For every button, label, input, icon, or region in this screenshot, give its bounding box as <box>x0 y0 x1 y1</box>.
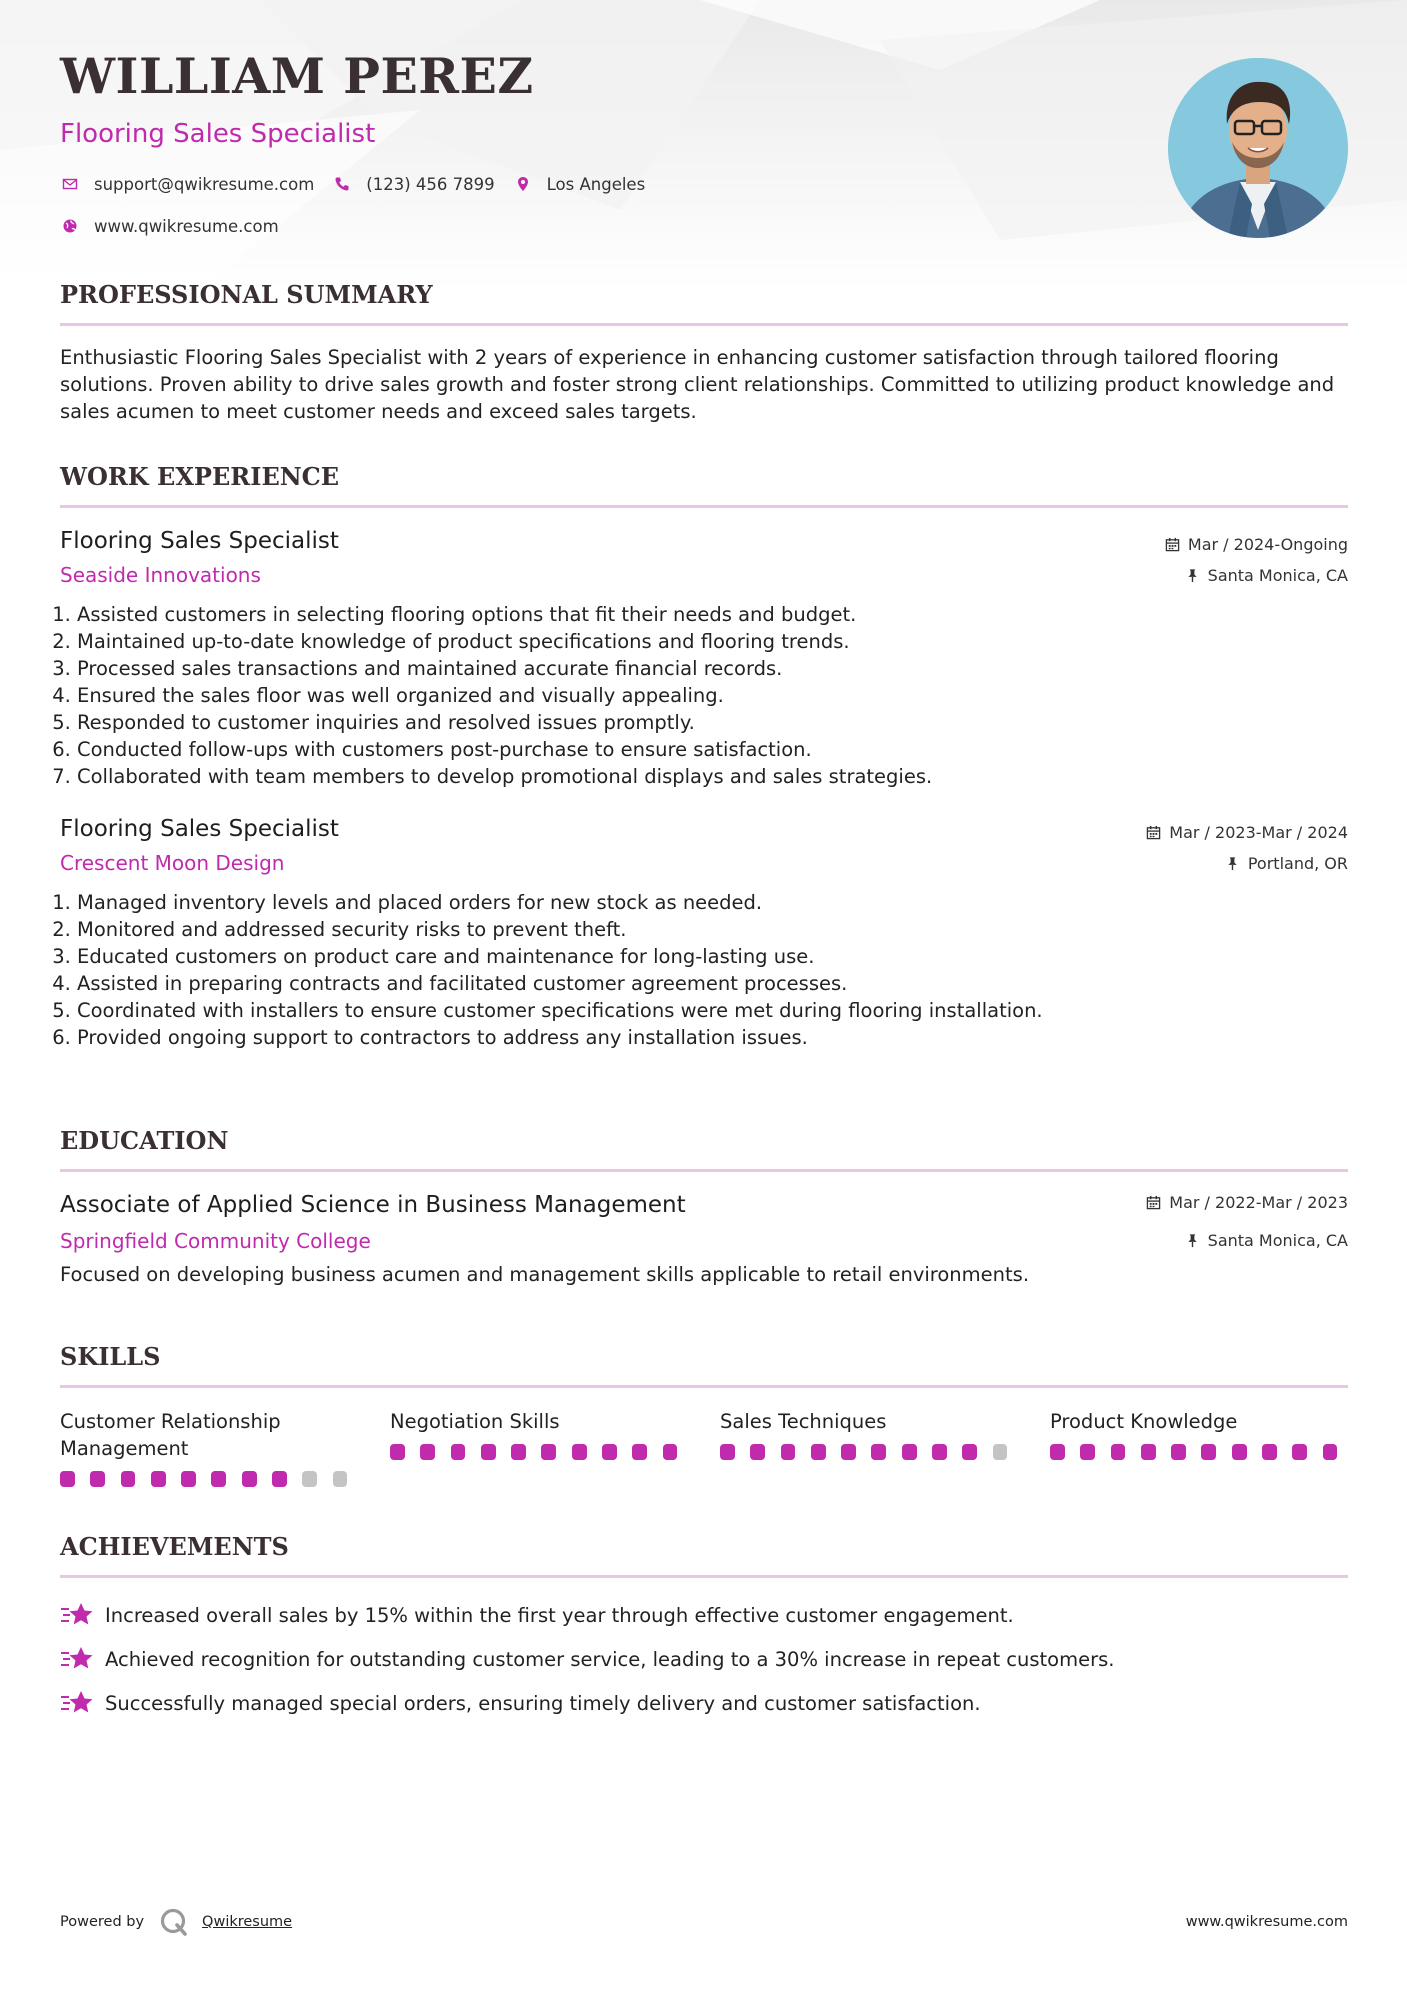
duty-item: 1. Managed inventory levels and placed orders for new stock as needed. <box>77 889 1348 916</box>
duty-item: 1. Assisted customers in selecting flooring options that fit their needs and budget. <box>77 601 1348 628</box>
skill-dot-filled <box>211 1471 226 1487</box>
email-link[interactable]: support@qwikresume.com <box>94 174 315 194</box>
skill-dot-filled <box>151 1471 166 1487</box>
qwikresume-logo-icon <box>158 1906 190 1938</box>
skill-rating <box>720 1444 1023 1460</box>
location-text: Los Angeles <box>546 174 646 194</box>
skill-item <box>720 1408 1023 1487</box>
skill-dot-filled <box>572 1444 587 1460</box>
powered-by-label: Powered by <box>60 1914 145 1930</box>
skill-dot-filled <box>181 1471 196 1487</box>
skill-dot-filled <box>781 1444 796 1460</box>
skill-dot-filled <box>632 1444 647 1460</box>
job-title: Flooring Sales Specialist <box>60 528 339 554</box>
skill-dot-filled <box>811 1444 826 1460</box>
education-description: Focused on developing business acumen and management skills applicable to retail environments. <box>60 1263 1030 1286</box>
job-company: Seaside Innovations <box>60 563 261 587</box>
calendar-icon <box>1165 537 1180 552</box>
job-location: Portland, OR <box>1247 853 1348 873</box>
skills-section <box>60 1342 1348 1487</box>
skill-dot-filled <box>272 1471 287 1487</box>
duty-item: 5. Coordinated with installers to ensure customer specifications were met during flooring installation. <box>77 997 1348 1024</box>
skill-dot-filled <box>242 1471 257 1487</box>
calendar-icon <box>1146 825 1161 840</box>
skill-dot-filled <box>511 1444 526 1460</box>
duty-list <box>60 601 1348 790</box>
pushpin-icon <box>1225 856 1240 871</box>
summary-section <box>60 280 1348 425</box>
skill-dot-filled <box>1262 1444 1277 1460</box>
job-meta <box>1146 822 1348 873</box>
phone-icon <box>332 174 352 194</box>
skill-dot-filled <box>390 1444 405 1460</box>
star-icon <box>60 1600 94 1630</box>
duty-item: 2. Maintained up-to-date knowledge of product specifications and flooring trends. <box>77 628 1348 655</box>
achievement-list <box>60 1600 1348 1718</box>
skill-dot-filled <box>750 1444 765 1460</box>
job-meta <box>1165 534 1348 585</box>
duty-item: 2. Monitored and addressed security risks to prevent theft. <box>77 916 1348 943</box>
section-heading: WORK EXPERIENCE <box>60 462 340 491</box>
skill-item <box>1050 1408 1353 1487</box>
school-name: Springfield Community College <box>60 1229 371 1253</box>
skill-name: Product Knowledge <box>1050 1410 1238 1433</box>
duty-list <box>60 889 1348 1051</box>
achievement-text: Achieved recognition for outstanding customer service, leading to a 30% increase in repeat customers. <box>105 1647 1115 1671</box>
education-location: Santa Monica, CA <box>1207 1230 1348 1250</box>
skill-dot-filled <box>1111 1444 1126 1460</box>
skill-dot-filled <box>902 1444 917 1460</box>
skill-dot-filled <box>871 1444 886 1460</box>
profile-photo <box>1168 58 1348 238</box>
job-title: Flooring Sales Specialist <box>60 816 339 842</box>
powered-by <box>60 1906 292 1938</box>
section-divider <box>60 1575 1348 1578</box>
skill-dot-filled <box>1323 1444 1338 1460</box>
skill-dot-filled <box>932 1444 947 1460</box>
skill-item <box>60 1408 363 1487</box>
job-location: Santa Monica, CA <box>1207 565 1348 585</box>
section-divider <box>60 1385 1348 1388</box>
achievements-section <box>60 1532 1348 1718</box>
skill-dot-filled <box>420 1444 435 1460</box>
skill-dot-filled <box>1232 1444 1247 1460</box>
footer-website-link[interactable]: www.qwikresume.com <box>1185 1914 1348 1930</box>
skill-dot-filled <box>962 1444 977 1460</box>
section-heading: PROFESSIONAL SUMMARY <box>60 280 433 309</box>
section-divider <box>60 1169 1348 1172</box>
skill-dot-filled <box>1080 1444 1095 1460</box>
skill-dot-filled <box>60 1471 75 1487</box>
star-icon <box>60 1688 94 1718</box>
location-pin-icon <box>513 174 533 194</box>
star-icon <box>60 1644 94 1674</box>
job-company: Crescent Moon Design <box>60 851 285 875</box>
skill-name: Negotiation Skills <box>390 1410 560 1433</box>
section-heading: EDUCATION <box>60 1126 229 1155</box>
section-heading: ACHIEVEMENTS <box>60 1532 289 1561</box>
skill-dot-filled <box>663 1444 678 1460</box>
skill-rating <box>1050 1444 1353 1460</box>
skill-dot-filled <box>720 1444 735 1460</box>
skills-grid <box>60 1408 1348 1487</box>
skill-dot-empty <box>302 1471 317 1487</box>
education-dates: Mar / 2022-Mar / 2023 <box>1169 1192 1348 1212</box>
pushpin-icon <box>1185 568 1200 583</box>
website-link[interactable]: www.qwikresume.com <box>94 216 279 236</box>
duty-item: 7. Collaborated with team members to develop promotional displays and sales strategies. <box>77 763 1348 790</box>
skill-dot-filled <box>1292 1444 1307 1460</box>
skill-dot-filled <box>90 1471 105 1487</box>
job-entry <box>60 530 1348 790</box>
summary-text: Enthusiastic Flooring Sales Specialist with 2 years of experience in enhancing customer satisfaction through tailored flooring solutions. Proven ability to drive sales growth and foster strong client relationships. Committed to utilizing product knowledge and sales acumen to meet customer needs and exceed sales targets. <box>60 346 1335 423</box>
duty-item: 6. Provided ongoing support to contractors to address any installation issues. <box>77 1024 1348 1051</box>
job-dates: Mar / 2023-Mar / 2024 <box>1169 822 1348 842</box>
skill-dot-filled <box>541 1444 556 1460</box>
job-entry <box>60 818 1348 1051</box>
skill-dot-filled <box>1050 1444 1065 1460</box>
section-divider <box>60 323 1348 326</box>
achievement-item <box>60 1688 1348 1718</box>
phone-number[interactable]: (123) 456 7899 <box>366 174 495 194</box>
job-dates: Mar / 2024-Ongoing <box>1187 534 1348 554</box>
experience-section <box>60 462 1348 1051</box>
achievement-item <box>60 1600 1348 1630</box>
duty-item: 3. Educated customers on product care and maintenance for long-lasting use. <box>77 943 1348 970</box>
achievement-text: Successfully managed special orders, ensuring timely delivery and customer satisfaction. <box>105 1691 981 1715</box>
skill-dot-empty <box>333 1471 348 1487</box>
duty-item: 3. Processed sales transactions and maintained accurate financial records. <box>77 655 1348 682</box>
email-icon <box>60 174 80 194</box>
skill-dot-filled <box>451 1444 466 1460</box>
achievement-text: Increased overall sales by 15% within the first year through effective customer engagement. <box>105 1603 1014 1627</box>
achievement-item <box>60 1644 1348 1674</box>
contact-info <box>60 172 663 238</box>
section-heading: SKILLS <box>60 1342 161 1371</box>
skill-rating <box>390 1444 693 1460</box>
candidate-title: Flooring Sales Specialist <box>60 119 376 149</box>
duty-item: 4. Ensured the sales floor was well organized and visually appealing. <box>77 682 1348 709</box>
candidate-name: WILLIAM PEREZ <box>60 47 534 105</box>
pushpin-icon <box>1185 1233 1200 1248</box>
skill-dot-filled <box>602 1444 617 1460</box>
section-divider <box>60 505 1348 508</box>
skill-name: Sales Techniques <box>720 1410 887 1433</box>
duty-item: 4. Assisted in preparing contracts and facilitated customer agreement processes. <box>77 970 1348 997</box>
duty-item: 6. Conducted follow-ups with customers post-purchase to ensure satisfaction. <box>77 736 1348 763</box>
skill-dot-filled <box>1141 1444 1156 1460</box>
education-meta <box>1146 1192 1348 1250</box>
footer <box>60 1898 1348 1938</box>
education-entry <box>60 1194 1348 1286</box>
skill-rating <box>60 1471 363 1487</box>
skill-dot-filled <box>841 1444 856 1460</box>
skill-dot-filled <box>1171 1444 1186 1460</box>
education-section <box>60 1126 1348 1286</box>
calendar-icon <box>1146 1195 1161 1210</box>
brand-link[interactable]: Qwikresume <box>202 1914 293 1930</box>
degree-title: Associate of Applied Science in Business Management <box>60 1192 686 1218</box>
skill-dot-filled <box>121 1471 136 1487</box>
duty-item: 5. Responded to customer inquiries and resolved issues promptly. <box>77 709 1348 736</box>
globe-icon <box>60 216 80 236</box>
skill-item <box>390 1408 693 1487</box>
skill-dot-filled <box>1201 1444 1216 1460</box>
skill-name: Customer Relationship Management <box>60 1410 281 1460</box>
skill-dot-empty <box>993 1444 1008 1460</box>
skill-dot-filled <box>481 1444 496 1460</box>
